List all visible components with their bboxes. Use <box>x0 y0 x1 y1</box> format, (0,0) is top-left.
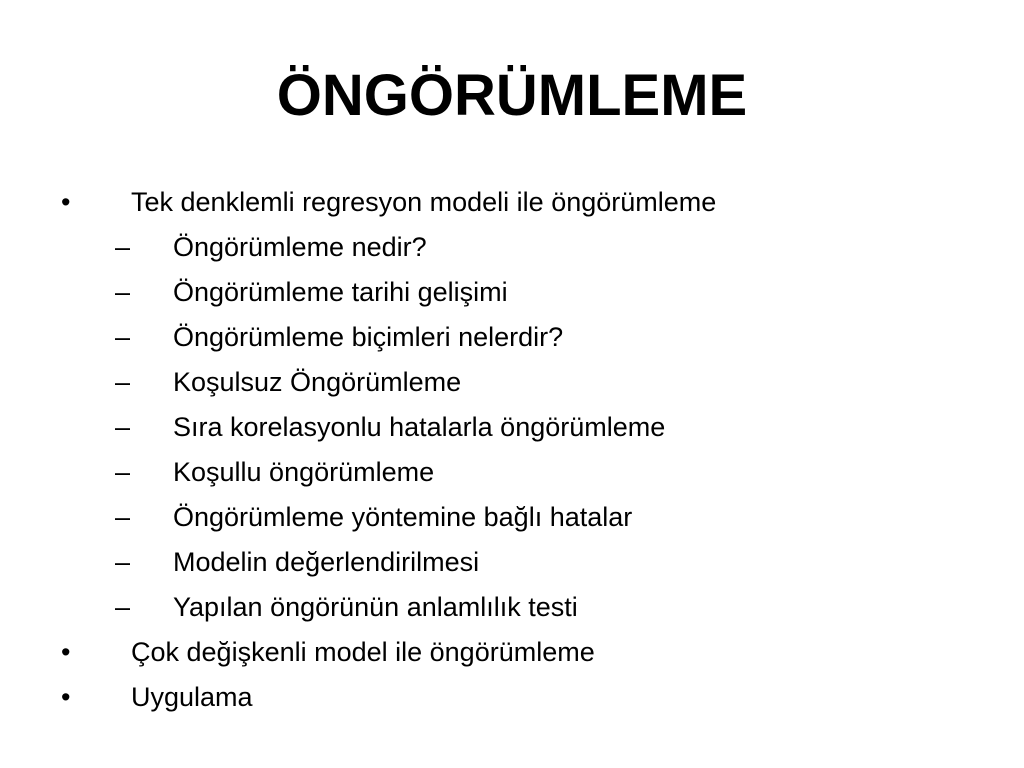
list-item-text: Tek denklemli regresyon modeli ile öngörümleme <box>131 187 717 217</box>
dash-marker: – <box>115 277 131 307</box>
list-item-text: Öngörümleme yöntemine bağlı hatalar <box>173 502 633 532</box>
bullet-marker: • <box>61 637 71 667</box>
bullet-marker: • <box>61 187 71 217</box>
list-item-text: Yapılan öngörünün anlamlılık testi <box>173 592 578 622</box>
bullet-list <box>0 180 1024 720</box>
list-item-text: Çok değişkenli model ile öngörümleme <box>131 637 595 667</box>
list-item <box>0 495 1024 540</box>
bullet-marker: • <box>61 682 71 712</box>
dash-marker: – <box>115 322 131 352</box>
dash-marker: – <box>115 592 131 622</box>
list-item <box>0 405 1024 450</box>
dash-marker: – <box>115 367 131 397</box>
dash-marker: – <box>115 412 131 442</box>
dash-marker: – <box>115 547 131 577</box>
slide-title: ÖNGÖRÜMLEME <box>276 63 748 128</box>
dash-marker: – <box>115 457 131 487</box>
list-item <box>0 270 1024 315</box>
list-item-text: Modelin değerlendirilmesi <box>173 547 480 577</box>
list-item <box>0 315 1024 360</box>
list-item-text: Öngörümleme biçimleri nelerdir? <box>173 322 564 352</box>
list-item <box>0 675 1024 720</box>
list-item-text: Koşulsuz Öngörümleme <box>173 367 462 397</box>
list-item <box>0 450 1024 495</box>
dash-marker: – <box>115 502 131 532</box>
list-item <box>0 540 1024 585</box>
list-item-text: Koşullu öngörümleme <box>173 457 435 487</box>
list-item <box>0 585 1024 630</box>
list-item <box>0 630 1024 675</box>
list-item-text: Öngörümleme tarihi gelişimi <box>173 277 508 307</box>
list-item-text: Sıra korelasyonlu hatalarla öngörümleme <box>173 412 666 442</box>
list-item-text: Öngörümleme nedir? <box>173 232 427 262</box>
list-item <box>0 360 1024 405</box>
list-item <box>0 180 1024 225</box>
dash-marker: – <box>115 232 131 262</box>
list-item <box>0 225 1024 270</box>
list-item-text: Uygulama <box>131 682 253 712</box>
